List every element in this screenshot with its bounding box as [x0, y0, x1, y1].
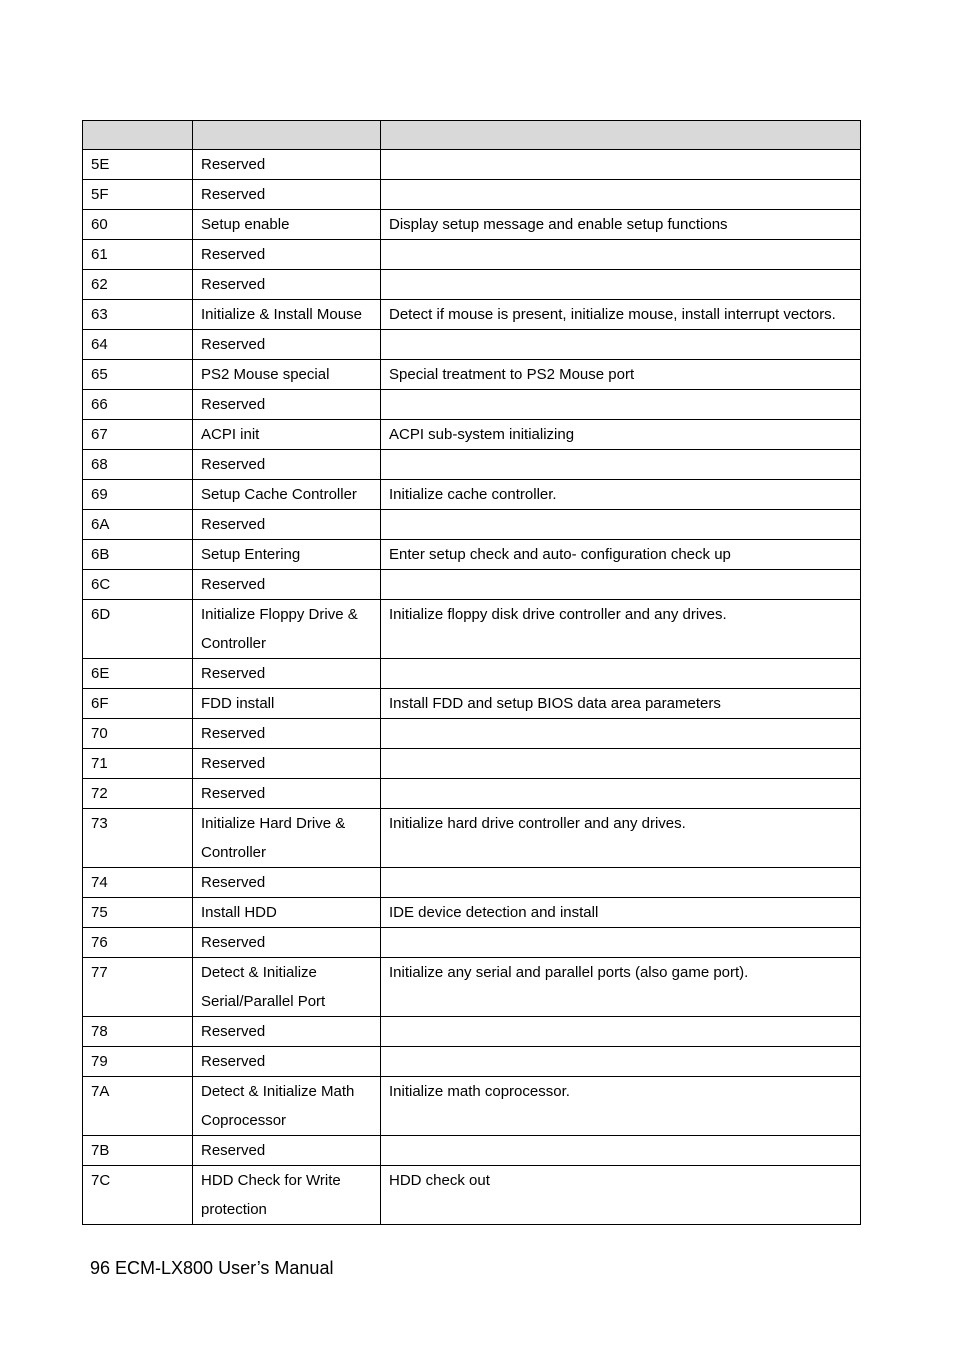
post-code-cell: 69: [83, 480, 193, 510]
table-row: [83, 570, 861, 600]
description-cell: [381, 330, 861, 360]
description-cell: [381, 868, 861, 898]
table-row: [83, 270, 861, 300]
post-code-cell: 6B: [83, 540, 193, 570]
description-cell: [381, 1017, 861, 1047]
description-cell: IDE device detection and install: [381, 898, 861, 928]
description-cell: ACPI sub-system initializing: [381, 420, 861, 450]
table-row: [83, 1017, 861, 1047]
checkpoint-name-cell: Reserved: [193, 779, 381, 809]
checkpoint-name-cell: Detect & Initialize Math Coprocessor: [193, 1077, 381, 1136]
description-cell: [381, 1136, 861, 1166]
post-code-cell: 6D: [83, 600, 193, 659]
checkpoint-name-cell: Reserved: [193, 180, 381, 210]
table-row: [83, 898, 861, 928]
post-code-cell: 7A: [83, 1077, 193, 1136]
description-cell: Detect if mouse is present, initialize mouse, install interrupt vectors.: [381, 300, 861, 330]
table-row: [83, 689, 861, 719]
description-cell: [381, 779, 861, 809]
table-row: [83, 240, 861, 270]
post-code-cell: 76: [83, 928, 193, 958]
description-cell: [381, 510, 861, 540]
post-code-cell: 77: [83, 958, 193, 1017]
post-code-cell: 60: [83, 210, 193, 240]
header-cell-code: [83, 121, 193, 150]
table-row: [83, 210, 861, 240]
post-code-cell: 79: [83, 1047, 193, 1077]
description-cell: [381, 270, 861, 300]
description-cell: [381, 928, 861, 958]
description-cell: Initialize any serial and parallel ports (also game port).: [381, 958, 861, 1017]
post-code-cell: 68: [83, 450, 193, 480]
description-cell: [381, 570, 861, 600]
post-code-cell: 65: [83, 360, 193, 390]
description-cell: [381, 390, 861, 420]
post-code-cell: 71: [83, 749, 193, 779]
table-row: [83, 330, 861, 360]
table-row: [83, 510, 861, 540]
checkpoint-name-cell: Reserved: [193, 450, 381, 480]
checkpoint-name-cell: PS2 Mouse special: [193, 360, 381, 390]
post-code-cell: 78: [83, 1017, 193, 1047]
post-code-cell: 5E: [83, 150, 193, 180]
table-body: [83, 150, 861, 1225]
table-row: [83, 779, 861, 809]
checkpoint-name-cell: Reserved: [193, 390, 381, 420]
description-cell: Display setup message and enable setup functions: [381, 210, 861, 240]
description-cell: [381, 659, 861, 689]
checkpoint-name-cell: Reserved: [193, 1017, 381, 1047]
post-code-cell: 7C: [83, 1166, 193, 1225]
checkpoint-name-cell: Reserved: [193, 1047, 381, 1077]
post-code-cell: 6C: [83, 570, 193, 600]
table-row: [83, 659, 861, 689]
post-code-cell: 66: [83, 390, 193, 420]
checkpoint-name-cell: ACPI init: [193, 420, 381, 450]
post-code-cell: 7B: [83, 1136, 193, 1166]
checkpoint-name-cell: Initialize & Install Mouse: [193, 300, 381, 330]
header-cell-description: [381, 121, 861, 150]
post-code-cell: 6A: [83, 510, 193, 540]
table-row: [83, 719, 861, 749]
description-cell: [381, 150, 861, 180]
table-row: [83, 540, 861, 570]
description-cell: [381, 180, 861, 210]
description-cell: [381, 749, 861, 779]
post-code-cell: 62: [83, 270, 193, 300]
table-row: [83, 1136, 861, 1166]
table-row: [83, 360, 861, 390]
table-header: [83, 121, 861, 150]
checkpoint-name-cell: Initialize Hard Drive & Controller: [193, 809, 381, 868]
post-code-cell: 6E: [83, 659, 193, 689]
checkpoint-name-cell: Detect & Initialize Serial/Parallel Port: [193, 958, 381, 1017]
table-row: [83, 180, 861, 210]
table-row: [83, 480, 861, 510]
post-code-cell: 64: [83, 330, 193, 360]
description-cell: HDD check out: [381, 1166, 861, 1225]
description-cell: Enter setup check and auto- configuration check up: [381, 540, 861, 570]
post-code-cell: 74: [83, 868, 193, 898]
post-code-cell: 61: [83, 240, 193, 270]
table-row: [83, 1047, 861, 1077]
table-row: [83, 868, 861, 898]
post-code-cell: 63: [83, 300, 193, 330]
table-row: [83, 928, 861, 958]
table-row: [83, 809, 861, 868]
description-cell: [381, 240, 861, 270]
table-row: [83, 958, 861, 1017]
table-row: [83, 749, 861, 779]
table-row: [83, 1077, 861, 1136]
checkpoint-name-cell: Reserved: [193, 868, 381, 898]
description-cell: Initialize math coprocessor.: [381, 1077, 861, 1136]
checkpoint-name-cell: Reserved: [193, 510, 381, 540]
checkpoint-name-cell: Reserved: [193, 1136, 381, 1166]
table-row: [83, 420, 861, 450]
checkpoint-name-cell: Reserved: [193, 749, 381, 779]
checkpoint-name-cell: HDD Check for Write protection: [193, 1166, 381, 1225]
checkpoint-name-cell: Reserved: [193, 570, 381, 600]
page-footer: 96 ECM-LX800 User’s Manual: [90, 1258, 334, 1278]
checkpoint-name-cell: Reserved: [193, 150, 381, 180]
checkpoint-name-cell: Reserved: [193, 240, 381, 270]
description-cell: [381, 450, 861, 480]
post-code-cell: 75: [83, 898, 193, 928]
description-cell: Special treatment to PS2 Mouse port: [381, 360, 861, 390]
table-row: [83, 390, 861, 420]
table-header-row: [83, 121, 861, 150]
checkpoint-name-cell: FDD install: [193, 689, 381, 719]
checkpoint-name-cell: Reserved: [193, 659, 381, 689]
checkpoint-name-cell: Install HDD: [193, 898, 381, 928]
description-cell: [381, 719, 861, 749]
description-cell: Initialize cache controller.: [381, 480, 861, 510]
post-code-cell: 6F: [83, 689, 193, 719]
post-code-cell: 72: [83, 779, 193, 809]
checkpoint-name-cell: Setup Cache Controller: [193, 480, 381, 510]
table-row: [83, 150, 861, 180]
table-row: [83, 450, 861, 480]
post-code-cell: 5F: [83, 180, 193, 210]
description-cell: Install FDD and setup BIOS data area parameters: [381, 689, 861, 719]
checkpoint-name-cell: Setup enable: [193, 210, 381, 240]
header-cell-name: [193, 121, 381, 150]
checkpoint-name-cell: Setup Entering: [193, 540, 381, 570]
checkpoint-name-cell: Initialize Floppy Drive & Controller: [193, 600, 381, 659]
description-cell: Initialize hard drive controller and any drives.: [381, 809, 861, 868]
post-code-cell: 73: [83, 809, 193, 868]
table-row: [83, 300, 861, 330]
post-code-cell: 67: [83, 420, 193, 450]
description-cell: Initialize floppy disk drive controller and any drives.: [381, 600, 861, 659]
checkpoint-name-cell: Reserved: [193, 928, 381, 958]
checkpoint-name-cell: Reserved: [193, 719, 381, 749]
table-row: [83, 1166, 861, 1225]
post-code-table: [82, 120, 861, 1225]
checkpoint-name-cell: Reserved: [193, 270, 381, 300]
checkpoint-name-cell: Reserved: [193, 330, 381, 360]
table-row: [83, 600, 861, 659]
description-cell: [381, 1047, 861, 1077]
post-code-cell: 70: [83, 719, 193, 749]
